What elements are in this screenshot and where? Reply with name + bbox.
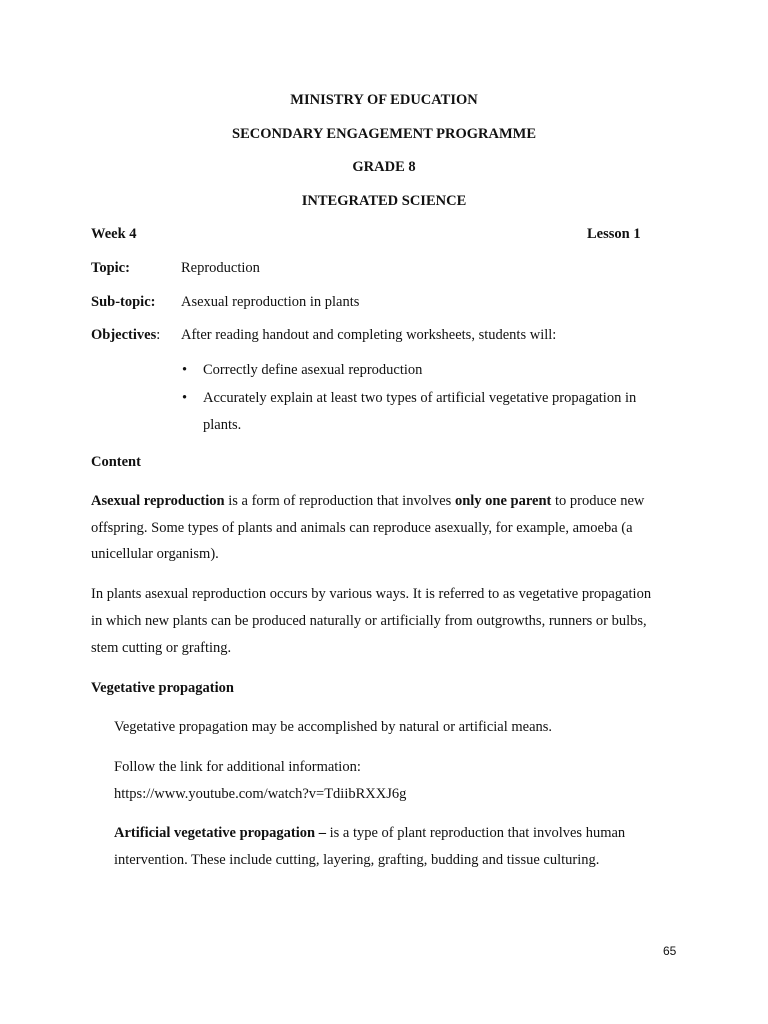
- objectives-intro: After reading handout and completing worksheets, students will:: [181, 327, 557, 343]
- bullet-icon: •: [182, 362, 188, 378]
- link-intro: Follow the link for additional information:: [114, 759, 361, 775]
- paragraph-asexual-line1: [91, 493, 644, 510]
- paragraph-plants-line1: In plants asexual reproduction occurs by various ways. It is referred to as vegetative propagation: [91, 586, 652, 602]
- bullet-icon: •: [182, 390, 188, 406]
- term-asexual-reproduction: Asexual reproduction: [91, 493, 225, 509]
- vegetative-propagation-heading: Vegetative propagation: [91, 680, 234, 696]
- topic-label: Topic:: [91, 260, 130, 276]
- paragraph-text: to produce new: [551, 493, 645, 509]
- paragraph-plants-line3: stem cutting or grafting.: [91, 640, 232, 656]
- header-ministry: MINISTRY OF EDUCATION: [290, 92, 478, 108]
- header-subject: INTEGRATED SCIENCE: [301, 193, 467, 209]
- objectives-colon: :: [156, 327, 161, 343]
- paragraph-asexual-line3: unicellular organism).: [91, 546, 219, 562]
- header-programme: SECONDARY ENGAGEMENT PROGRAMME: [232, 126, 536, 142]
- objectives-label-row: [91, 327, 160, 344]
- term-artificial-vegetative-propagation: Artificial vegetative propagation –: [114, 825, 326, 841]
- objectives-label: Objectives: [91, 327, 157, 343]
- paragraph-text: is a type of plant reproduction that involves human: [325, 825, 626, 841]
- subtopic-value: Asexual reproduction in plants: [181, 294, 360, 310]
- week-label: Week 4: [91, 226, 137, 242]
- content-heading: Content: [91, 454, 141, 470]
- subtopic-label: Sub-topic:: [91, 294, 156, 310]
- vegetative-paragraph: Vegetative propagation may be accomplished by natural or artificial means.: [114, 719, 553, 735]
- lesson-label: Lesson 1: [587, 226, 641, 242]
- term-one-parent: only one parent: [454, 493, 552, 509]
- paragraph-text: is a form of reproduction that involves: [224, 493, 455, 509]
- artificial-propagation-line1: [114, 825, 625, 842]
- youtube-link[interactable]: https://www.youtube.com/watch?v=TdiibRXXJ6g: [114, 786, 407, 802]
- objective-text-1: Correctly define asexual reproduction: [203, 362, 423, 378]
- topic-value: Reproduction: [181, 260, 260, 276]
- paragraph-plants-line2: in which new plants can be produced naturally or artificially from outgrowths, runners or bulbs,: [91, 613, 647, 629]
- objective-text-2-cont: plants.: [203, 417, 242, 433]
- artificial-propagation-line2: intervention. These include cutting, layering, grafting, budding and tissue culturing.: [114, 852, 600, 868]
- header-grade: GRADE 8: [352, 159, 416, 175]
- page-number: 65: [663, 944, 677, 958]
- paragraph-asexual-line2: offspring. Some types of plants and animals can reproduce asexually, for example, amoeba (a: [91, 520, 633, 536]
- objective-text-2: Accurately explain at least two types of artificial vegetative propagation in: [203, 390, 637, 406]
